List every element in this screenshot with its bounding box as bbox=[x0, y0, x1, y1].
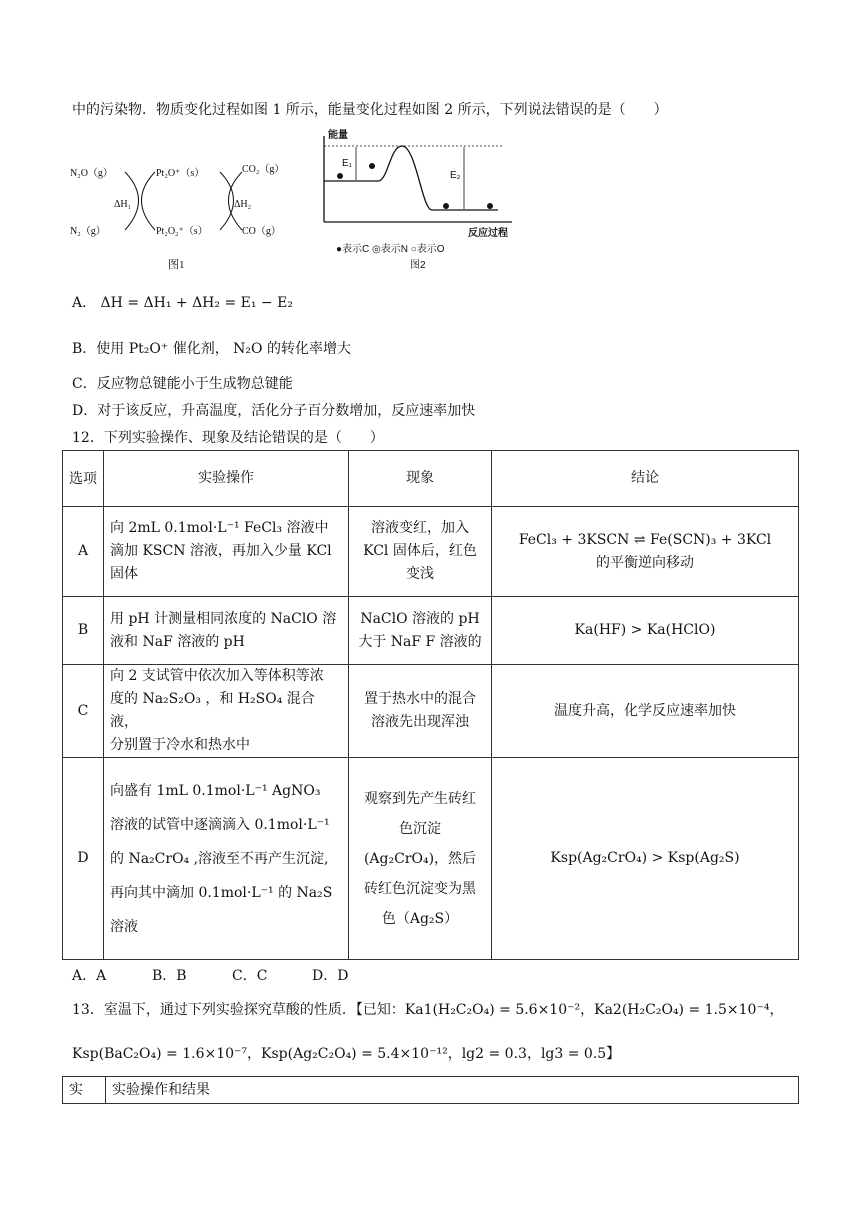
q11-option-b: B．使用 Pt₂O⁺ 催化剂， N₂O 的转化率增大 bbox=[72, 341, 351, 357]
q13-line1: 13．室温下，通过下列实验探究草酸的性质．【已知：Ka1(H₂C₂O₄) = 5.6×10⁻²，Ka2(H₂C₂O₄) = 1.5×10⁻⁴， bbox=[72, 1002, 784, 1018]
table-header bbox=[63, 1077, 799, 1104]
fig1-dh1: ΔH₁ bbox=[114, 199, 132, 210]
fig1-co2: CO₂（g） bbox=[242, 164, 285, 175]
q12-table bbox=[62, 450, 799, 960]
q13-table bbox=[62, 1076, 799, 1104]
table-row: B 用 pH 计测量相同浓度的 NaClO 溶 液和 NaF 溶液的 pH NaClO 溶液的 pH 大于 NaF F 溶液的 Ka(HF) > Ka(HClO) bbox=[63, 597, 799, 665]
fig1-co: CO（g） bbox=[242, 226, 281, 237]
fig1-n2o: N₂O（g） bbox=[70, 168, 113, 179]
q12-stem: 12．下列实验操作、现象及结论错误的是（ ） bbox=[72, 430, 384, 446]
table-row: C 向 2 支试管中依次加入等体积等浓 度的 Na₂S₂O₃ ，和 H₂SO₄ 混合液， 分别置于冷水和热水中 置于热水中的混合 溶液先出现浑浊 温度升高，化学反应速率加快 bbox=[63, 665, 799, 758]
question-intro: 中的污染物．物质变化过程如图 1 所示，能量变化过程如图 2 所示，下列说法错误的是（ ） bbox=[72, 102, 668, 118]
fig1-n2: N₂（g） bbox=[70, 226, 106, 237]
fig2-legend: ●表示C ◎表示N ○表示O bbox=[336, 244, 445, 255]
fig2-e1: E₁ bbox=[342, 158, 353, 169]
fig1-arc-left-b bbox=[142, 172, 156, 230]
fig1-pt2o2: Pt₂O₂⁺（s） bbox=[156, 226, 208, 237]
q11-option-a: A． ΔH = ΔH₁ + ΔH₂ = E₁ − E₂ bbox=[72, 295, 293, 311]
header-phenomenon: 现象 bbox=[349, 451, 492, 507]
choice-b: B．B bbox=[152, 968, 187, 984]
fig2-e2: E₂ bbox=[450, 170, 461, 181]
q13-line2: Ksp(BaC₂O₄) = 1.6×10⁻⁷，Ksp(Ag₂C₂O₄) = 5.4×10⁻¹²，lg2 = 0.3，lg3 = 0.5】 bbox=[72, 1046, 621, 1062]
choice-a: A．A bbox=[72, 968, 107, 984]
fig1-caption: 图1 bbox=[168, 259, 185, 271]
fig1-pt2o: Pt₂O⁺（s） bbox=[156, 168, 205, 179]
q11-option-c: C．反应物总键能小于生成物总键能 bbox=[72, 376, 293, 392]
q12-choices bbox=[72, 965, 392, 985]
q11-option-d: D．对于该反应，升高温度，活化分子百分数增加，反应速率加快 bbox=[72, 403, 476, 419]
fig1-dh2: ΔH₂ bbox=[234, 199, 252, 210]
figure-1 bbox=[70, 150, 310, 280]
header-option: 选项 bbox=[63, 451, 104, 507]
table-row: D 向盛有 1mL 0.1mol·L⁻¹ AgNO₃ 溶液的试管中逐滴滴入 0.1mol·L⁻¹ 的 Na₂CrO₄ ,溶液至不再产生沉淀, 再向其中滴加 0.1mol·L⁻¹ 的 Na₂S 溶液 观察到先产生砖红 色沉淀 (Ag₂CrO₄)，然后 砖红色沉淀变为黑 色（Ag₂S） Ksp(Ag₂CrO₄) > Ksp(Ag₂S) bbox=[63, 758, 799, 960]
fig2-xlabel: 反应过程 bbox=[468, 228, 508, 239]
table-header bbox=[63, 451, 799, 507]
q13-col2: 实验操作和结果 bbox=[106, 1077, 799, 1104]
fig1-arc-right-a bbox=[220, 172, 234, 230]
header-operation: 实验操作 bbox=[104, 451, 349, 507]
choice-d: D．D bbox=[312, 968, 349, 984]
fig2-ylabel: 能量 bbox=[328, 130, 348, 141]
figure-2 bbox=[318, 128, 518, 273]
header-conclusion: 结论 bbox=[492, 451, 799, 507]
choice-c: C．C bbox=[232, 968, 268, 984]
q13-col1: 实 bbox=[63, 1077, 106, 1104]
table-row: A 向 2mL 0.1mol·L⁻¹ FeCl₃ 溶液中 滴加 KSCN 溶液，再加入少量 KCl 固体 溶液变红，加入 KCl 固体后，红色 变浅 FeCl₃ + 3KSCN ⇌ Fe(SCN)₃ + 3KCl 的平衡逆向移动 bbox=[63, 507, 799, 597]
fig2-caption: 图2 bbox=[410, 260, 426, 271]
